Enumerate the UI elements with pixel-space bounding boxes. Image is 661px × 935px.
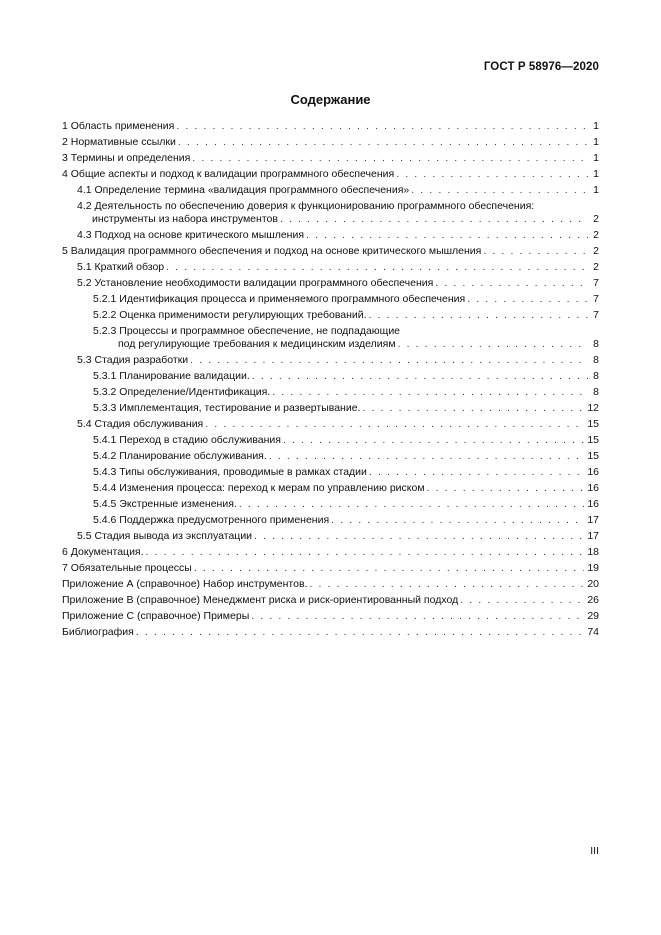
toc-entry[interactable]: [62, 482, 599, 495]
toc-entry[interactable]: [62, 152, 599, 165]
toc-entry[interactable]: [62, 594, 599, 607]
toc-entry-text: 5.3.1 Планирование валидации.: [93, 370, 250, 382]
toc-entry-page: 1: [593, 120, 599, 132]
toc-entry-text: 5.5 Стадия вывода из эксплуатации: [77, 530, 253, 542]
toc-entry-page: 8: [593, 338, 599, 350]
toc-entry[interactable]: [62, 434, 599, 447]
toc-entry[interactable]: [62, 626, 599, 639]
toc-entry-text: 5.1 Краткий обзор: [77, 261, 165, 273]
toc-entry[interactable]: [62, 386, 599, 399]
toc-entry-text: Приложение А (справочное) Набор инструментов.: [62, 578, 308, 590]
toc-entry-text: 5.3 Стадия разработки: [77, 354, 189, 366]
toc-entry-text: 5.4.1 Переход в стадию обслуживания: [93, 434, 281, 446]
toc-entry-page: 1: [593, 184, 599, 196]
toc-entry-page: 26: [587, 594, 599, 606]
toc-entry-page: 17: [587, 530, 599, 542]
toc-entry-text: Приложение В (справочное) Менеджмент риска и риск-ориентированный подход: [62, 594, 459, 606]
toc-entry-text: 3 Термины и определения: [62, 152, 191, 164]
table-of-contents: [62, 120, 599, 642]
toc-entry-page: 8: [593, 386, 599, 398]
toc-entry-page: 2: [593, 245, 599, 257]
toc-entry-page: 7: [593, 309, 599, 321]
toc-entry-text: 5.4.6 Поддержка предусмотренного применения: [93, 514, 330, 526]
toc-entry-text: 4.1 Определение термина «валидация программного обеспечения»: [77, 184, 410, 196]
toc-entry[interactable]: [62, 184, 599, 197]
toc-entry-page: 7: [593, 293, 599, 305]
toc-entry[interactable]: [62, 402, 599, 415]
toc-entry[interactable]: [62, 498, 599, 511]
toc-entry-text: 5.4.3 Типы обслуживания, проводимые в рамках стадии: [93, 466, 367, 478]
toc-entry-text: 5.3.3 Имплементация, тестирование и развертывание.: [93, 402, 361, 414]
document-standard-code: ГОСТ Р 58976—2020: [483, 61, 599, 73]
toc-entry[interactable]: [62, 530, 599, 543]
toc-entry-page: 20: [587, 578, 599, 590]
toc-entry-text: 5.2 Установление необходимости валидации программного обеспечения: [77, 277, 434, 289]
toc-entry[interactable]: [62, 546, 599, 559]
toc-entry-page: 17: [587, 514, 599, 526]
toc-entry-text: 2 Нормативные ссылки: [62, 136, 176, 148]
toc-entry-text: Приложение С (справочное) Примеры: [62, 610, 250, 622]
toc-entry-page: 2: [593, 213, 599, 225]
toc-entry-page: 12: [587, 402, 599, 414]
toc-entry-text: 5.4.2 Планирование обслуживания.: [93, 450, 267, 462]
toc-entry-page: 19: [587, 562, 599, 574]
toc-entry-text: 1 Область применения: [62, 120, 175, 132]
toc-entry-page: 2: [593, 261, 599, 273]
toc-entry-page: 1: [593, 168, 599, 180]
toc-entry-text: 5.3.2 Определение/Идентификация.: [93, 386, 271, 398]
toc-entry[interactable]: [62, 136, 599, 149]
toc-entry-text: 6 Документация.: [62, 546, 144, 558]
toc-entry-page: 8: [593, 370, 599, 382]
toc-entry[interactable]: [62, 514, 599, 527]
toc-entry[interactable]: [62, 354, 599, 367]
toc-entry-text-continued: инструменты из набора инструментов: [92, 213, 278, 225]
toc-entry-page: 1: [593, 136, 599, 148]
toc-entry[interactable]: [62, 229, 599, 242]
toc-entry-page: 16: [587, 482, 599, 494]
toc-entry-page: 29: [587, 610, 599, 622]
toc-entry[interactable]: [62, 562, 599, 575]
toc-entry[interactable]: [62, 277, 599, 290]
toc-entry-page: 15: [587, 450, 599, 462]
toc-entry[interactable]: [62, 610, 599, 623]
toc-entry[interactable]: [62, 245, 599, 258]
toc-entry-text: 5.2.2 Оценка применимости регулирующих требований.: [93, 309, 367, 321]
toc-entry-text: 5.2.3 Процессы и программное обеспечение, не подпадающие: [93, 325, 401, 337]
toc-entry[interactable]: [62, 450, 599, 463]
toc-entry-text: 5.4.4 Изменения процесса: переход к мерам по управлению риском: [93, 482, 425, 494]
toc-entry-text: Библиография: [62, 626, 134, 638]
toc-entry[interactable]: [62, 370, 599, 383]
toc-entry-text-continued: под регулирующие требования к медицинским изделиям: [118, 338, 396, 350]
toc-entry-text: 4.2 Деятельность по обеспечению доверия к функционированию программного обеспечения:: [77, 200, 535, 212]
toc-entry-text: 4.3 Подход на основе критического мышления: [77, 229, 305, 241]
toc-entry-page: 1: [593, 152, 599, 164]
toc-entry-text: 5.4 Стадия обслуживания: [77, 418, 204, 430]
toc-entry-page: 16: [587, 466, 599, 478]
toc-entry-text: 7 Обязательные процессы: [62, 562, 192, 574]
toc-entry-page: 74: [587, 626, 599, 638]
toc-entry-page: 7: [593, 277, 599, 289]
toc-entry[interactable]: [62, 261, 599, 274]
toc-entry[interactable]: [62, 466, 599, 479]
toc-title: Содержание: [290, 92, 371, 107]
toc-entry-text: 5 Валидация программного обеспечения и подход на основе критического мышления: [62, 245, 482, 257]
toc-entry-text: 5.2.1 Идентификация процесса и применяемого программного обеспечения: [93, 293, 466, 305]
toc-entry[interactable]: [62, 200, 599, 226]
toc-entry[interactable]: [62, 293, 599, 306]
toc-entry-page: 8: [593, 354, 599, 366]
toc-entry[interactable]: [62, 578, 599, 591]
toc-entry[interactable]: [62, 168, 599, 181]
toc-entry-page: 18: [587, 546, 599, 558]
toc-entry-page: 16: [587, 498, 599, 510]
toc-entry-text: 4 Общие аспекты и подход к валидации программного обеспечения: [62, 168, 395, 180]
toc-entry-text: 5.4.5 Экстренные изменения.: [93, 498, 237, 510]
page-number: III: [590, 845, 599, 857]
toc-entry[interactable]: [62, 418, 599, 431]
toc-entry-page: 15: [587, 418, 599, 430]
toc-entry-page: 15: [587, 434, 599, 446]
toc-entry-page: 2: [593, 229, 599, 241]
toc-entry[interactable]: [62, 120, 599, 133]
toc-entry[interactable]: [62, 325, 599, 351]
toc-entry[interactable]: [62, 309, 599, 322]
